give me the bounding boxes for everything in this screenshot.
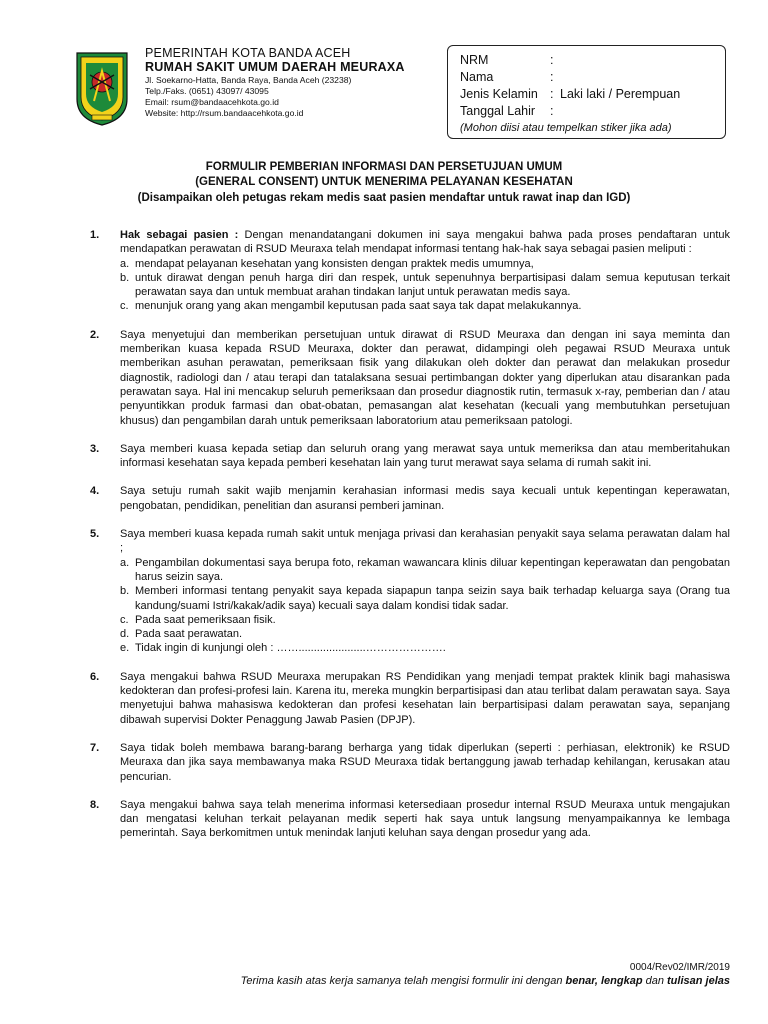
item-number: 3. xyxy=(90,442,100,455)
consent-item-3 xyxy=(90,442,730,471)
form-title-line2: (GENERAL CONSENT) UNTUK MENERIMA PELAYANAN KESEHATAN xyxy=(195,176,573,188)
item-text: Saya mengakui bahwa saya telah menerima informasi ketersediaan prosedur internal RSUD Meuraxa untuk mengajukan dan mengatasi keluhan terkait pelayanan medik seperti hak saya untuk langsung menyampaikannya ke lembaga pemerintah. Saya berkomitmen untuk menindak lanjuti keluhan saya dengan prosedur yang ada. xyxy=(120,798,730,840)
nama-label: Nama xyxy=(460,70,494,84)
hospital-address: Jl. Soekarno-Hatta, Banda Raya, Banda Aceh (23238) xyxy=(145,74,352,85)
sub-text: menunjuk orang yang akan mengambil keputusan pada saat saya tak dapat melakukannya. xyxy=(135,300,582,313)
form-title xyxy=(0,160,768,207)
closing-emphasis-1: benar, lengkap xyxy=(565,975,643,987)
hospital-website: Website: http://rsum.bandaacehkota.go.id xyxy=(145,107,304,118)
hospital-name: RUMAH SAKIT UMUM DAERAH MEURAXA xyxy=(145,60,405,75)
document-number: 0004/Rev02/IMR/2019 xyxy=(629,962,730,973)
item-text: Saya memberi kuasa kepada setiap dan seluruh orang yang merawat saya untuk memeriksa dan atau memberitahukan informasi kesehatan saya kepada pemberi kesehatan lain yang turut merawat saya selama di rumah sakit ini. xyxy=(120,442,730,470)
hospital-email: Email: rsum@bandaacehkota.go.id xyxy=(145,96,279,107)
nrm-row[interactable] xyxy=(460,52,725,69)
sticker-note: (Mohon diisi atau tempelkan stiker jika ada) xyxy=(460,122,672,134)
item-text: Saya tidak boleh membawa barang-barang berharga yang tidak diperlukan (seperti : perhiasan, elektronik) ke RSUD Meuraxa dan jika saya membawanya maka RSUD Meuraxa tidak bertanggung jawab terhadap kehilangan, kerusakan atau pencurian. xyxy=(120,741,730,783)
sub-letter: b. xyxy=(120,271,130,284)
consent-item-7 xyxy=(90,741,730,784)
hospital-header xyxy=(145,46,405,119)
sub-item-b xyxy=(120,271,730,300)
item-heading: Hak sebagai pasien : xyxy=(120,229,239,241)
item-number: 5. xyxy=(90,528,100,541)
sub-letter: e. xyxy=(120,642,130,655)
closing-emphasis-2: tulisan jelas xyxy=(667,975,730,987)
sub-text: Pada saat pemeriksaan fisik. xyxy=(135,613,276,626)
hospital-phone: Telp./Faks. (0651) 43097/ 43095 xyxy=(145,85,269,96)
sub-text: mendapat pelayanan kesehatan yang konsisten dengan praktek medis umumnya, xyxy=(135,257,534,270)
consent-items xyxy=(90,228,730,855)
closing-mid: dan xyxy=(642,975,668,987)
gender-label: Jenis Kelamin xyxy=(460,87,538,101)
item-text: Saya memberi kuasa kepada rumah sakit untuk menjaga privasi dan kerahasian penyakit saya selama perawatan dalam hal ; xyxy=(120,528,730,555)
item-number: 8. xyxy=(90,798,100,811)
item-number: 2. xyxy=(90,328,100,341)
item-text: Dengan menandatangani dokumen ini saya mengakui bahwa pada proses pendaftaran untuk mendapatkan perawatan di RSUD Meuraxa telah mendapat informasi tentang hak-hak saya sebagai pasien meliputi : xyxy=(120,229,730,256)
sub-letter: a. xyxy=(120,257,130,270)
consent-item-1 xyxy=(90,228,730,314)
sub-letter: c. xyxy=(120,300,129,313)
consent-item-2 xyxy=(90,328,730,428)
consent-item-6 xyxy=(90,670,730,727)
consent-item-8 xyxy=(90,798,730,841)
sub-letter: c. xyxy=(120,613,129,626)
gender-row[interactable] xyxy=(460,86,725,103)
gender-colon: : xyxy=(550,87,554,101)
sub-item-e[interactable] xyxy=(120,641,730,655)
sub-letter: d. xyxy=(120,628,130,641)
sub-text: Pengambilan dokumentasi saya berupa foto, rekaman wawancara klinis diluar kepentingan keperawatan dan pengobatan harus seizin saya. xyxy=(135,556,730,583)
dob-row[interactable] xyxy=(460,103,725,120)
form-subtitle: (Disampaikan oleh petugas rekam medis saat pasien mendaftar untuk rawat inap dan IGD) xyxy=(137,192,631,204)
sub-text: Pada saat perawatan. xyxy=(135,628,243,641)
consent-item-4 xyxy=(90,484,730,513)
dob-colon: : xyxy=(550,104,554,118)
sub-item-c xyxy=(120,299,730,313)
sub-item-d xyxy=(120,627,730,641)
item-number: 7. xyxy=(90,741,100,754)
gender-options: Laki laki / Perempuan xyxy=(560,87,681,101)
government-name: PEMERINTAH KOTA BANDA ACEH xyxy=(145,46,351,60)
visitor-exclusion-field[interactable]: Tidak ingin di kunjungi oleh : ……......................…………………. xyxy=(135,642,446,655)
sub-item-b xyxy=(120,584,730,613)
item-text: Saya menyetujui dan memberikan persetujuan untuk dirawat di RSUD Meuraxa dan dengan ini saya meminta dan memberikan kuasa kepada RSUD Meuraxa, dokter dan perawat, didampingi oleh pegawai RSUD Meuraxa untuk memberikan asuhan perawatan, pemeriksaan fisik yang dilakukan oleh dokter dan perawat dan melakukan prosedur diagnostik, radiologi dan / atau terapi dan tatalaksana sesuai pertimbangan dokter yang diperlukan atau disarankan pada perawatan saya. Hal ini mencakup seluruh pemeriksaan dan prosedur diagnostik rutin, termasuk x-ray, pemberian dan / atau penyuntikkan produk farmasi dan obat-obatan, pemasangan alat kesehatan (kecuali yang membutuhkan persetujuan khusus) dan pengambilan darah untuk pemeriksaan laboratorium atau pemeriksaan patologi. xyxy=(120,328,730,427)
closing-note xyxy=(241,975,730,987)
dob-label: Tanggal Lahir xyxy=(460,104,536,118)
item-number: 6. xyxy=(90,670,100,683)
sub-item-a xyxy=(120,556,730,585)
banda-aceh-emblem-icon xyxy=(74,49,130,127)
nrm-colon: : xyxy=(550,53,554,67)
sub-letter: a. xyxy=(120,556,130,569)
sub-item-c xyxy=(120,613,730,627)
item-text: Saya setuju rumah sakit wajib menjamin kerahasian informasi medis saya kecuali untuk kepentingan keperawatan, pengobatan, pendidikan, penelitian dan asuransi pemberi jaminan. xyxy=(120,485,730,512)
item-text: Saya mengakui bahwa RSUD Meuraxa merupakan RS Pendidikan yang menjadi tempat praktek klinik bagi mahasiswa kedokteran dan profesi-profesi lain. Karena itu, mereka mungkin berpartisipasi dan atau terlibat dalam perawatan saya. Saya menyetujui bahwa mahasiswa kedokteran dan profesi kesehatan lain berpartisipasi dalam perawatan saya, sepanjang dibawah supervisi Dokter Penaggung Jawab Pasien (DPJP). xyxy=(120,670,730,726)
sub-text: untuk dirawat dengan penuh harga diri dan respek, untuk sepenuhnya berpartisipasi dalam semua keputusan terkait perawatan saya dan untuk membuat arahan tindakan lanjut untuk perawatan medis saya. xyxy=(135,271,730,299)
patient-id-box xyxy=(447,45,726,139)
item-number: 1. xyxy=(90,229,100,241)
sub-letter: b. xyxy=(120,585,130,598)
closing-prefix: Terima kasih atas kerja samanya telah mengisi formulir ini dengan xyxy=(240,975,566,987)
nrm-label: NRM xyxy=(460,53,489,67)
sub-item-a xyxy=(120,257,730,271)
consent-item-5 xyxy=(90,527,730,656)
form-title-line1: FORMULIR PEMBERIAN INFORMASI DAN PERSETUJUAN UMUM xyxy=(205,161,563,173)
nama-colon: : xyxy=(550,70,554,84)
item-number: 4. xyxy=(90,485,100,498)
nama-row[interactable] xyxy=(460,69,725,86)
sub-text: Memberi informasi tentang penyakit saya kepada siapapun tanpa seizin saya baik terhadap keluarga saya (Orang tua kandung/suami Istri/kakak/adik saya) kecuali saya dalam kondisi tidak sadar. xyxy=(135,585,730,612)
